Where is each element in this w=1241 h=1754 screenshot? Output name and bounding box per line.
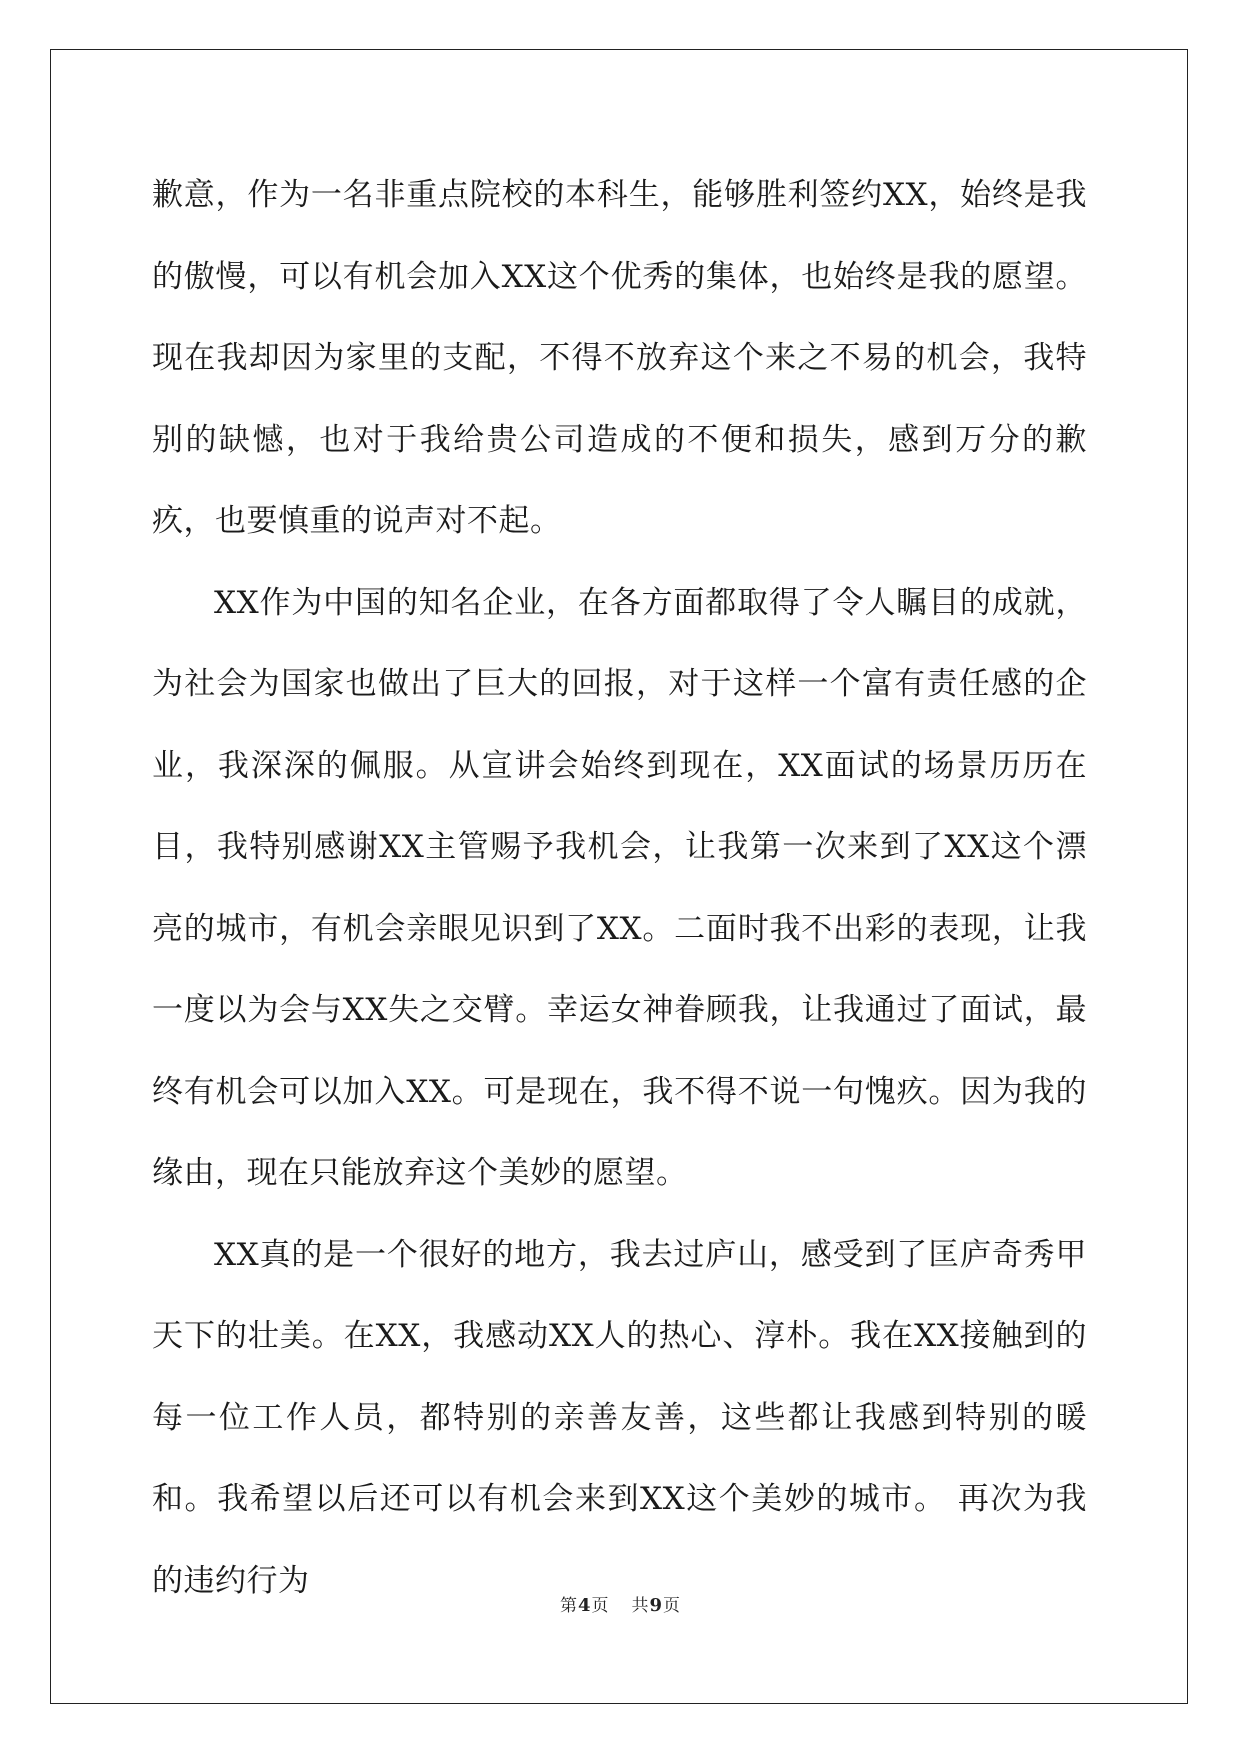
paragraph-1: 歉意，作为一名非重点院校的本科生，能够胜利签约XX，始终是我的傲慢，可以有机会加入XX这个优秀的集体，也始终是我的愿望。现在我却因为家里的支配，不得不放弃这个来之不易的机会，我特别的缺憾，也对于我给贵公司造成的不便和损失，感到万分的歉疚，也要慎重的说声对不起。	[152, 177, 1087, 539]
footer-total-suffix: 页	[663, 1596, 682, 1616]
page-footer	[0, 1591, 1241, 1616]
paragraph-2: XX作为中国的知名企业，在各方面都取得了令人瞩目的成就，为社会为国家也做出了巨大的回报，对于这样一个富有责任感的企业，我深深的佩服。从宣讲会始终到现在，XX面试的场景历历在目，我特别感谢XX主管赐予我机会，让我第一次来到了XX这个漂亮的城市，有机会亲眼见识到了XX。二面时我不出彩的表现，让我一度以为会与XX失之交臂。幸运女神眷顾我，让我通过了面试，最终有机会可以加入XX。可是现在，我不得不说一句愧疚。因为我的缘由，现在只能放弃这个美妙的愿望。	[152, 584, 1087, 1191]
paragraph-3: XX真的是一个很好的地方，我去过庐山，感受到了匡庐奇秀甲天下的壮美。在XX，我感动XX人的热心、淳朴。我在XX接触到的每一位工作人员，都特别的亲善友善，这些都让我感到特别的暖和。我希望以后还可以有机会来到XX这个美妙的城市。 再次为我的违约行为	[152, 1236, 1087, 1599]
current-page-number: 4	[577, 1595, 592, 1616]
footer-page-suffix: 页	[591, 1596, 610, 1616]
footer-total-prefix: 共	[631, 1596, 650, 1616]
document-body	[152, 155, 1087, 1622]
total-page-count: 9	[649, 1595, 664, 1616]
footer-page-prefix: 第	[559, 1596, 578, 1616]
